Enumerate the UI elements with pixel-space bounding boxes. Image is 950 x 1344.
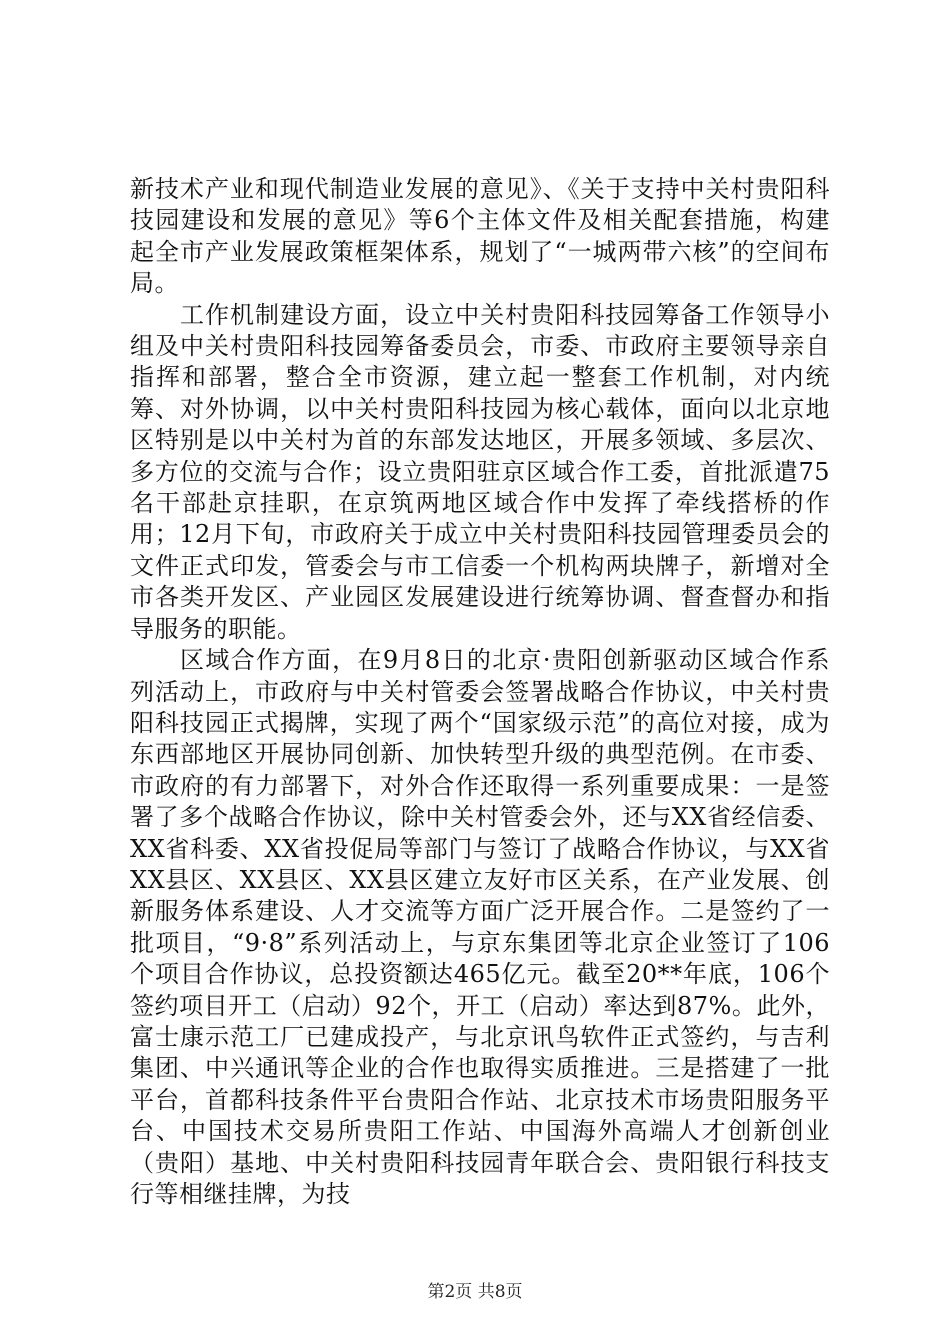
paragraph-work-mechanism: 工作机制建设方面，设立中关村贵阳科技园筹备工作领导小组及中关村贵阳科技园筹备委员会，市委、市政府主要领导亲自指挥和部署，整合全市资源，建立起一整套工作机制，对内统筹、对外协调，以中关村贵阳科技园为核心载体，面向以北京地区特别是以中关村为首的东部发达地区，开展多领域、多层次、多方位的交流与合作；设立贵阳驻京区域合作工委，首批派遣75名干部赴京挂职，在京筑两地区域合作中发挥了牵线搭桥的作用；12月下旬，市政府关于成立中关村贵阳科技园管理委员会的文件正式印发，管委会与市工信委一个机构两块牌子，新增对全市各类开发区、产业园区发展建设进行统筹协调、督查督办和指导服务的职能。 — [130, 300, 830, 643]
page-footer: 第2页 共8页 — [427, 1282, 523, 1302]
paragraph-regional-cooperation: 区域合作方面，在9月8日的北京·贵阳创新驱动区域合作系列活动上，市政府与中关村管委会签署战略合作协议，中关村贵阳科技园正式揭牌，实现了两个“国家级示范”的高位对接，成为东西部地区开展协同创新、加快转型升级的典型范例。在市委、市政府的有力部署下，对外合作还取得一系列重要成果：一是签署了多个战略合作协议，除中关村管委会外，还与XX省经信委、XX省科委、XX省投促局等部门与签订了战略合作协议，与XX省XX县区、XX县区、XX县区建立友好市区关系，在产业发展、创新服务体系建设、人才交流等方面广泛开展合作。二是签约了一批项目，“9·8”系列活动上，与京东集团等北京企业签订了106个项目合作协议，总投资额达465亿元。截至20**年底，106个签约项目开工（启动）92个，开工（启动）率达到87%。此外，富士康示范工厂已建成投产，与北京讯鸟软件正式签约，与吉利集团、中兴通讯等企业的合作也取得实质推进。三是搭建了一批平台，首都科技条件平台贵阳合作站、北京技术市场贵阳服务平台、中国技术交易所贵阳工作站、中国海外高端人才创新创业（贵阳）基地、中关村贵阳科技园青年联合会、贵阳银行科技支行等相继挂牌，为技 — [130, 646, 830, 1208]
document-body — [130, 174, 830, 1210]
paragraph-policy-framework: 新技术产业和现代制造业发展的意见》、《关于支持中关村贵阳科技园建设和发展的意见》等6个主体文件及相关配套措施，构建起全市产业发展政策框架体系，规划了“一城两带六核”的空间布局。 — [130, 175, 830, 298]
